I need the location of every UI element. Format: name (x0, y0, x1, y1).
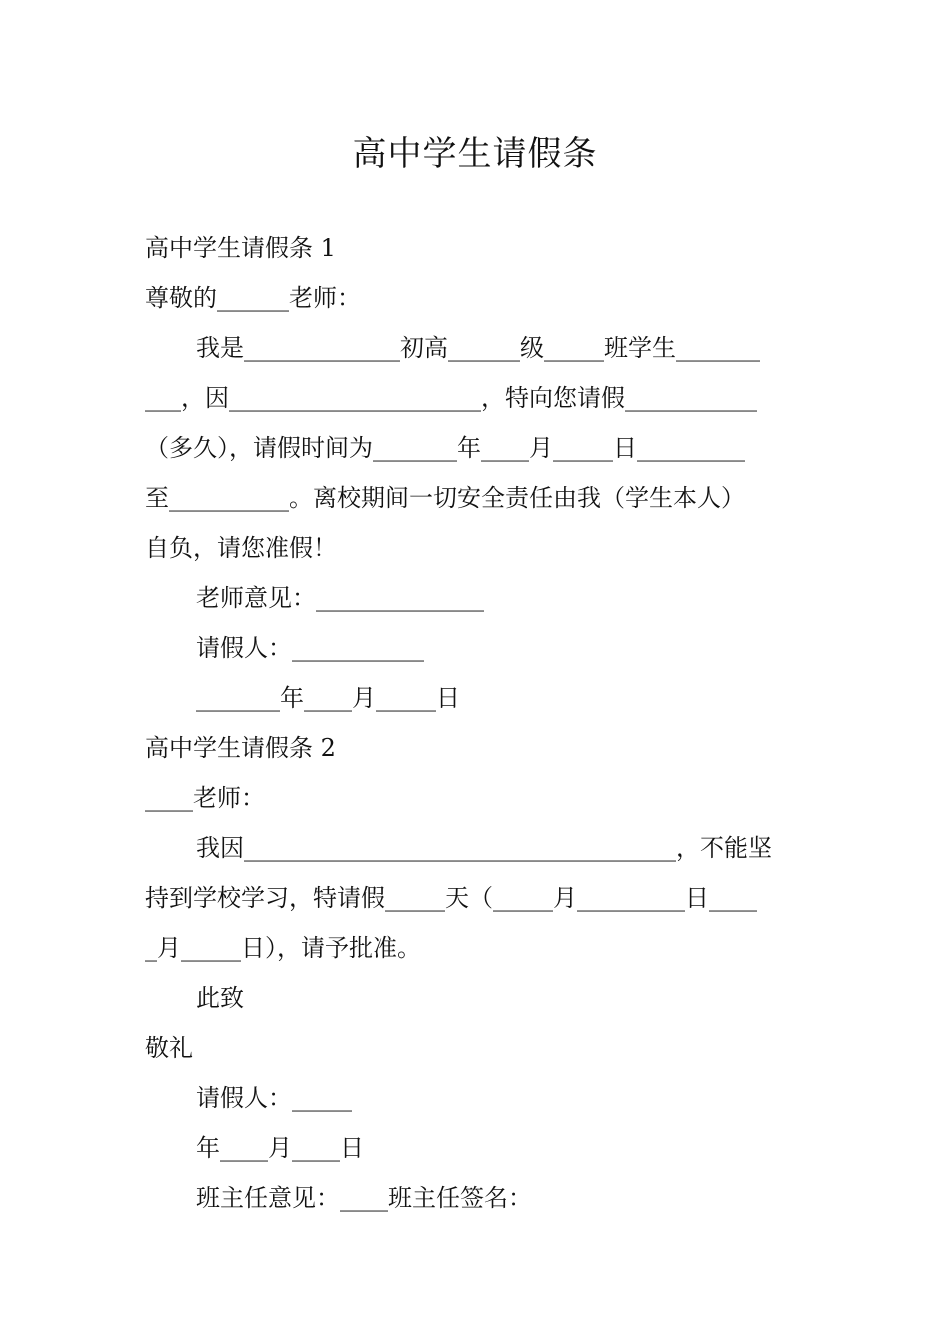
date-line: 年____月____日 (196, 1134, 364, 1162)
section-heading-1: 高中学生请假条 1 (145, 234, 336, 262)
head-teacher-line: 班主任意见：____班主任签名： (196, 1184, 532, 1212)
closing-line: 此致 (196, 984, 244, 1012)
salutation-1: 尊敬的______老师： (145, 284, 361, 312)
body-line: （多久），请假时间为_______年____月_____日_________ (145, 434, 745, 462)
body-line: 持到学校学习，特请假_____天（_____月_________日____ (145, 884, 757, 912)
body-line: ___，因_____________________，特向您请假___________ (145, 384, 757, 412)
applicant-line: 请假人：_____ (196, 1084, 352, 1112)
teacher-opinion-line: 老师意见：______________ (196, 584, 484, 612)
salutation-2: ____老师： (145, 784, 265, 812)
applicant-line: 请假人：___________ (196, 634, 424, 662)
document-title: 高中学生请假条 (352, 134, 598, 174)
body-line: _月_____日），请予批准。 (145, 934, 421, 962)
body-line: 自负，请您准假！ (145, 534, 337, 562)
date-line: _______年____月_____日 (196, 684, 460, 712)
body-line: 至__________。离校期间一切安全责任由我（学生本人） (145, 484, 745, 512)
body-line: 我是_____________初高______级_____班学生_______ (196, 334, 760, 362)
section-heading-2: 高中学生请假条 2 (145, 734, 336, 762)
regards-line: 敬礼 (145, 1034, 193, 1062)
body-line: 我因____________________________________，不能坚 (196, 834, 772, 862)
